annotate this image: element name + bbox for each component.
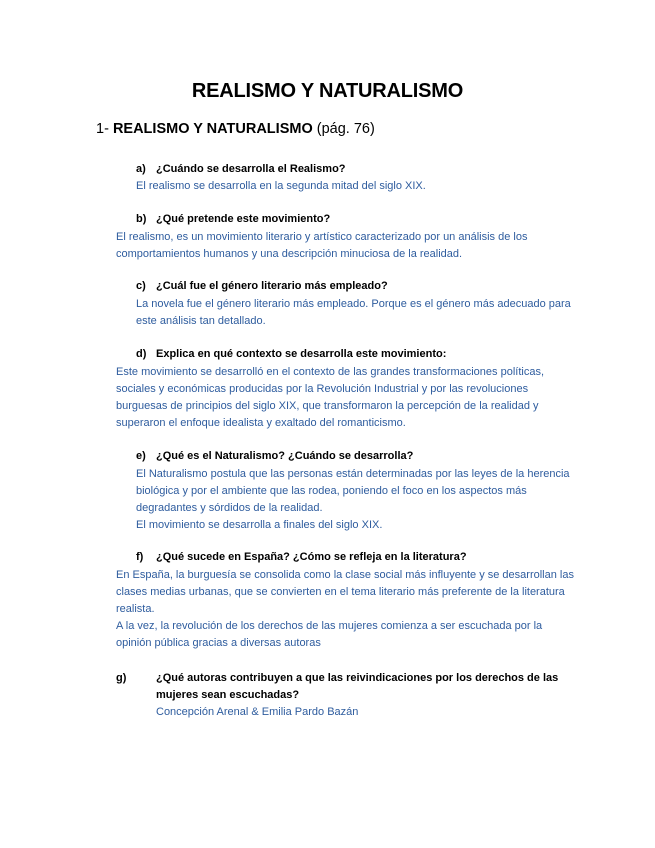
question-text: ¿Qué autoras contribuyen a que las reivindicaciones por los derechos de las mujeres sean escuchadas? [156, 672, 559, 701]
answer-paragraph: El movimiento se desarrolla a finales del siglo XIX. [136, 519, 383, 531]
question-c [136, 280, 388, 292]
question-g [116, 670, 586, 704]
answer-paragraph: A la vez, la revolución de los derechos de las mujeres comienza a ser escuchada por la opinión pública gracias a diversas autoras [116, 620, 543, 649]
answer-a [136, 178, 596, 195]
answer-g [156, 704, 576, 721]
question-a [136, 163, 346, 175]
answer-paragraph: El Naturalismo postula que las personas están determinadas por las leyes de la herencia biológica y por el ambiente que las rodea, poniendo el foco en los aspectos más degradantes y sórdidos de la realidad. [136, 468, 570, 514]
answer-c [136, 296, 576, 330]
answer-paragraph: Este movimiento se desarrolló en el contexto de las grandes transformaciones políticas, sociales y económicas producidas por la Revolución Industrial y por las revoluciones burguesas de principios del siglo XIX, que transformaron la percepción de la realidad y superaron el enfoque idealista y exaltado del romanticismo. [116, 366, 544, 429]
answer-b [116, 229, 564, 263]
section-heading [96, 121, 375, 137]
question-letter: g) [116, 672, 127, 684]
page-title: REALISMO Y NATURALISMO [191, 80, 464, 102]
question-letter: a) [136, 163, 146, 175]
question-b [136, 213, 330, 225]
question-text: ¿Qué pretende este movimiento? [156, 213, 331, 225]
section-name: REALISMO Y NATURALISMO [112, 121, 313, 137]
answer-paragraph: El realismo se desarrolla en la segunda mitad del siglo XIX. [136, 180, 426, 192]
question-letter: c) [136, 280, 146, 292]
question-letter: b) [136, 213, 147, 225]
question-letter: e) [136, 450, 146, 462]
answer-paragraph: Concepción Arenal & Emilia Pardo Bazán [156, 706, 359, 718]
answer-e [136, 466, 581, 534]
question-letter: d) [136, 348, 147, 360]
section-page-ref: (pág. 76) [316, 121, 375, 137]
answer-f [116, 567, 578, 652]
question-e [136, 450, 413, 462]
question-text: ¿Qué sucede en España? ¿Cómo se refleja en la literatura? [156, 551, 467, 563]
question-text: ¿Cuál fue el género literario más empleado? [156, 280, 388, 292]
answer-paragraph: El realismo, es un movimiento literario y artístico caracterizado por un análisis de los comportamientos humanos y una descripción minuciosa de la realidad. [116, 231, 528, 260]
question-letter: f) [136, 551, 144, 563]
question-text: ¿Cuándo se desarrolla el Realismo? [156, 163, 346, 175]
question-text: Explica en qué contexto se desarrolla este movimiento: [156, 348, 447, 360]
answer-d [116, 364, 578, 432]
answer-paragraph: En España, la burguesía se consolida como la clase social más influyente y se desarrollan las clases medias urbanas, que se convierten en el tema literario más preferente de la literatura realista. [116, 569, 574, 615]
answer-paragraph: La novela fue el género literario más empleado. Porque es el género más adecuado para este análisis tan detallado. [136, 298, 571, 327]
section-number: 1- [96, 121, 109, 137]
question-d [136, 348, 446, 360]
question-text: ¿Qué es el Naturalismo? ¿Cuándo se desarrolla? [156, 450, 414, 462]
question-f [136, 551, 467, 563]
